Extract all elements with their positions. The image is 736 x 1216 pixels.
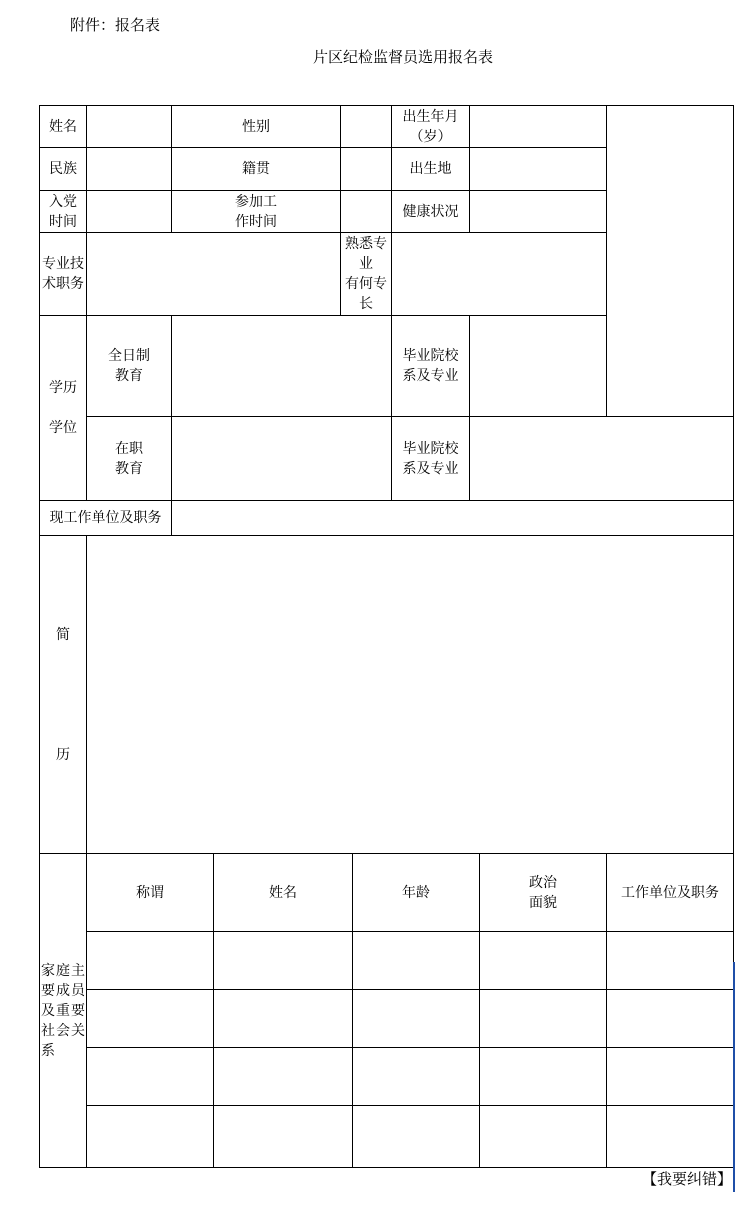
relation-header: 称谓 bbox=[87, 854, 214, 932]
native-place-label: 籍贯 bbox=[172, 148, 341, 191]
family-cell[interactable] bbox=[607, 1106, 734, 1168]
fulltime-value[interactable] bbox=[172, 316, 392, 417]
family-cell[interactable] bbox=[480, 990, 607, 1048]
ethnicity-label: 民族 bbox=[40, 148, 87, 191]
scroll-indicator bbox=[733, 962, 735, 1192]
family-cell[interactable] bbox=[87, 990, 214, 1048]
family-cell[interactable] bbox=[87, 932, 214, 990]
registration-form-table bbox=[39, 105, 734, 854]
family-cell[interactable] bbox=[87, 1106, 214, 1168]
ethnicity-value[interactable] bbox=[87, 148, 172, 191]
inservice-value[interactable] bbox=[172, 417, 392, 501]
age-header: 年龄 bbox=[353, 854, 480, 932]
family-cell[interactable] bbox=[607, 932, 734, 990]
school2-label: 毕业院校 系及专业 bbox=[392, 417, 470, 501]
party-join-label: 入党 时间 bbox=[40, 191, 87, 233]
gender-value[interactable] bbox=[341, 106, 392, 148]
current-job-label: 现工作单位及职务 bbox=[40, 501, 172, 536]
family-cell[interactable] bbox=[353, 1106, 480, 1168]
education-label: 学历 学位 bbox=[40, 316, 87, 501]
birth-label: 出生年月 （岁） bbox=[392, 106, 470, 148]
school1-value[interactable] bbox=[470, 316, 734, 417]
resume-value[interactable] bbox=[87, 536, 734, 854]
family-cell[interactable] bbox=[214, 990, 353, 1048]
work-start-label: 参加工 作时间 bbox=[172, 191, 341, 233]
family-label: 家庭主 要成员 及重要 社会关 系 bbox=[40, 854, 87, 1168]
family-cell[interactable] bbox=[353, 1048, 480, 1106]
family-table bbox=[39, 853, 734, 1168]
family-cell[interactable] bbox=[353, 990, 480, 1048]
family-cell[interactable] bbox=[480, 932, 607, 990]
report-error-link[interactable]: 【我要纠错】 bbox=[641, 1170, 732, 1188]
name-value[interactable] bbox=[87, 106, 172, 148]
political-header: 政治 面貌 bbox=[480, 854, 607, 932]
member-name-header: 姓名 bbox=[214, 854, 353, 932]
form-title: 片区纪检监督员选用报名表 bbox=[312, 48, 493, 66]
fulltime-label: 全日制 教育 bbox=[87, 316, 172, 417]
work-start-value[interactable] bbox=[341, 191, 392, 233]
inservice-label: 在职 教育 bbox=[87, 417, 172, 501]
employer-header: 工作单位及职务 bbox=[607, 854, 734, 932]
birthplace-label: 出生地 bbox=[392, 148, 470, 191]
current-job-value[interactable] bbox=[172, 501, 734, 536]
title-value[interactable] bbox=[87, 233, 341, 316]
family-cell[interactable] bbox=[607, 1048, 734, 1106]
birthplace-value[interactable] bbox=[470, 148, 607, 191]
family-cell[interactable] bbox=[214, 1048, 353, 1106]
family-cell[interactable] bbox=[87, 1048, 214, 1106]
family-cell[interactable] bbox=[353, 932, 480, 990]
health-value[interactable] bbox=[470, 191, 607, 233]
health-label: 健康状况 bbox=[392, 191, 470, 233]
title-label: 专业技 术职务 bbox=[40, 233, 87, 316]
family-cell[interactable] bbox=[480, 1048, 607, 1106]
resume-label: 简 历 bbox=[40, 536, 87, 854]
school1-label: 毕业院校 系及专业 bbox=[392, 316, 470, 417]
specialty-value[interactable] bbox=[392, 233, 607, 316]
birth-value[interactable] bbox=[470, 106, 607, 148]
attachment-label: 附件：报名表 bbox=[70, 16, 161, 34]
gender-label: 性别 bbox=[172, 106, 341, 148]
school2-value[interactable] bbox=[470, 417, 734, 501]
specialty-label: 熟悉专 业 有何专 长 bbox=[341, 233, 392, 316]
family-cell[interactable] bbox=[607, 990, 734, 1048]
name-label: 姓名 bbox=[40, 106, 87, 148]
family-cell[interactable] bbox=[214, 1106, 353, 1168]
family-cell[interactable] bbox=[480, 1106, 607, 1168]
native-place-value[interactable] bbox=[341, 148, 392, 191]
family-cell[interactable] bbox=[214, 932, 353, 990]
party-join-value[interactable] bbox=[87, 191, 172, 233]
